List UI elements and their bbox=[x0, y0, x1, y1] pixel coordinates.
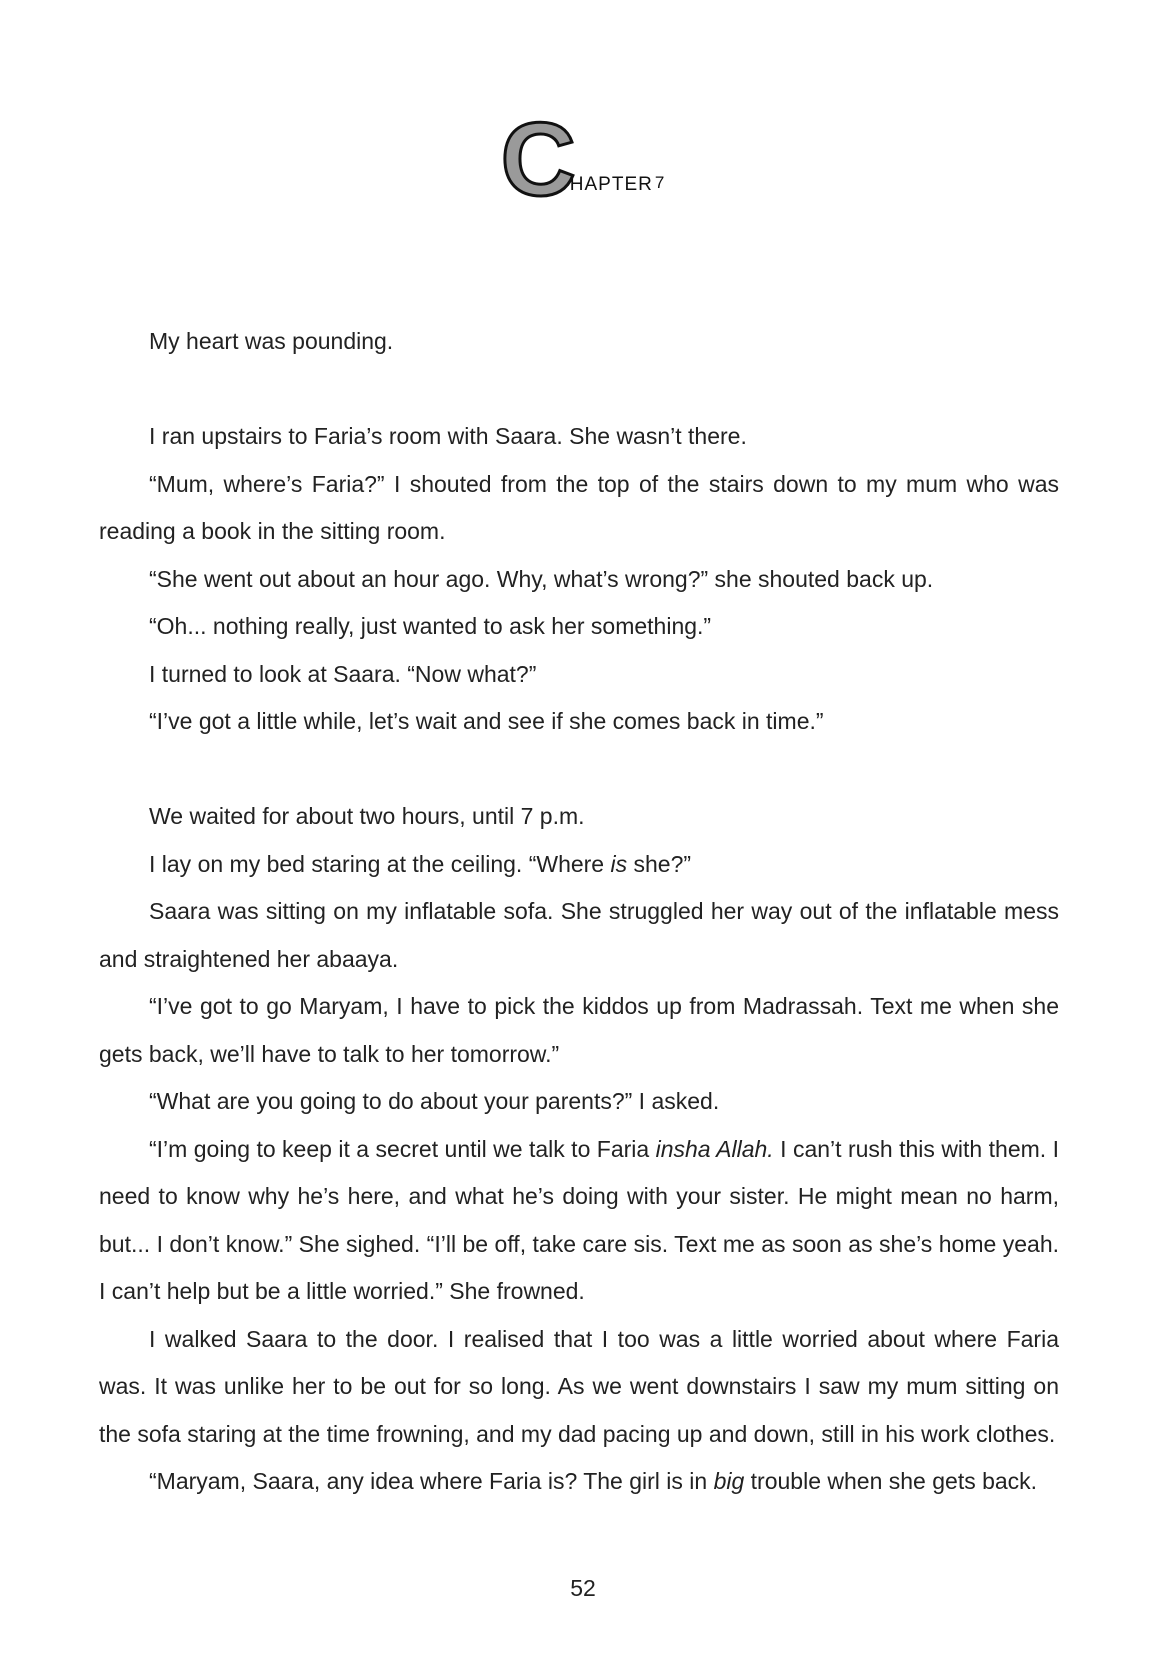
emphasis: is bbox=[610, 850, 628, 877]
paragraph: “I’ve got a little while, let’s wait and see if she comes back in time.” bbox=[149, 708, 824, 734]
emphasis: big bbox=[713, 1468, 745, 1494]
paragraph-text: I can’t rush this with them. I need to know why he’s here, and what he’s doing with your sister. He might mean no harm, but... I don’t know.” She sighed. “I’ll be off, take care sis. Text me as soon as she’s home yeah. I can’t help but be a little worried.” She frowned. bbox=[99, 1135, 1059, 1304]
paragraph: We waited for about two hours, until 7 p.m. bbox=[149, 803, 585, 829]
paragraph: I ran upstairs to Faria’s room with Saara. She wasn’t there. bbox=[149, 423, 747, 449]
chapter-word: HAPTER bbox=[569, 174, 653, 195]
chapter-title-rest bbox=[570, 173, 666, 196]
page-number: 52 bbox=[570, 1575, 596, 1601]
paragraph-text: I lay on my bed staring at the ceiling. “Where bbox=[149, 850, 611, 877]
paragraph-text: “I’m going to keep it a secret until we talk to Faria bbox=[149, 1135, 656, 1162]
paragraph: “Mum, where’s Faria?” I shouted from the top of the stairs down to my mum who was reading a book in the sitting room. bbox=[99, 470, 1059, 544]
paragraph bbox=[99, 1126, 1059, 1316]
paragraph: “Oh... nothing really, just wanted to ask her something.” bbox=[149, 613, 712, 639]
paragraph: “I’ve got to go Maryam, I have to pick the kiddos up from Madrassah. Text me when she gets back, we’ll have to talk to her tomorrow.” bbox=[99, 993, 1059, 1067]
paragraph-text: trouble when she gets back. bbox=[744, 1468, 1038, 1494]
paragraph: I turned to look at Saara. “Now what?” bbox=[149, 660, 537, 687]
chapter-drop-letter: C bbox=[500, 102, 576, 218]
paragraph bbox=[99, 841, 1059, 889]
emphasis: insha Allah. bbox=[655, 1135, 774, 1162]
chapter-number: 7 bbox=[654, 173, 666, 192]
paragraph: “What are you going to do about your parents?” I asked. bbox=[149, 1088, 720, 1114]
body-text bbox=[99, 318, 1059, 1506]
paragraph bbox=[99, 1458, 1059, 1506]
paragraph: Saara was sitting on my inflatable sofa. She struggled her way out of the inflatable mess and straightened her abaaya. bbox=[99, 898, 1059, 972]
paragraph: My heart was pounding. bbox=[149, 328, 394, 354]
paragraph: I walked Saara to the door. I realised that I too was a little worried about where Faria was. It was unlike her to be out for so long. As we went downstairs I saw my mum sitting on the sofa staring at the time frowning, and my dad pacing up and down, still in his work clothes. bbox=[99, 1325, 1059, 1447]
chapter-heading bbox=[0, 102, 1166, 218]
paragraph: “She went out about an hour ago. Why, what’s wrong?” she shouted back up. bbox=[149, 565, 934, 592]
paragraph-text: she?” bbox=[627, 850, 692, 877]
paragraph-text: “Maryam, Saara, any idea where Faria is? The girl is in bbox=[149, 1468, 714, 1494]
